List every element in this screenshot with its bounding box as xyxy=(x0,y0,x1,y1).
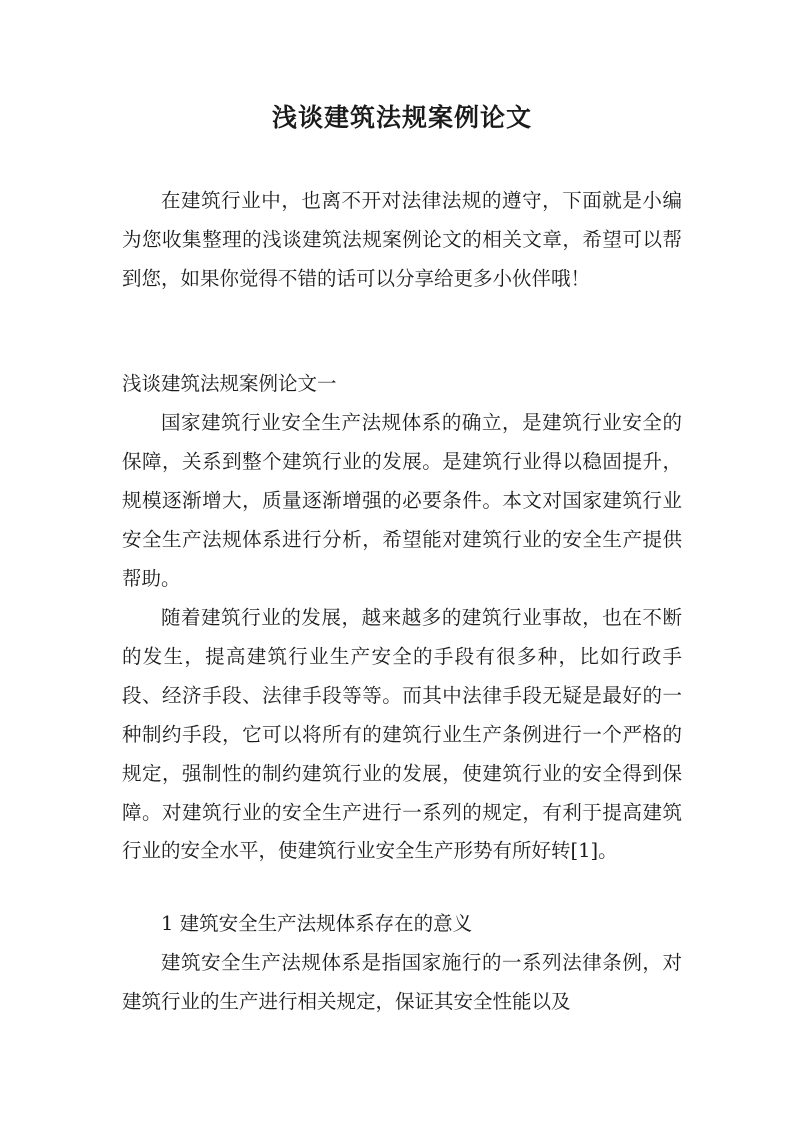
document-title: 浅谈建筑法规案例论文 xyxy=(271,103,532,132)
intro-paragraph: 在建筑行业中，也离不开对法律法规的遵守，下面就是小编为您收集整理的浅谈建筑法规案例论文的相关文章，希望可以帮到您，如果你觉得不错的话可以分享给更多小伙伴哦！ xyxy=(122,189,682,290)
section-title: 浅谈建筑法规案例论文一 xyxy=(122,372,337,395)
paragraph-2: 随着建筑行业的发展，越来越多的建筑行业事故，也在不断的发生，提高建筑行业生产安全的手段有很多种，比如行政手段、经济手段、法律手段等等。而其中法律手段无疑是最好的一种制约手段，它可以将所有的建筑行业生产条例进行一个严格的规定，强制性的制约建筑行业的发展，使建筑行业的安全得到保障。对建筑行业的安全生产进行一系列的规定，有利于提高建筑行业的安全水平，使建筑行业安全生产形势有所好转[1]。 xyxy=(122,606,682,863)
paragraph-3: 建筑安全生产法规体系是指国家施行的一系列法律条例，对建筑行业的生产进行相关规定，保证其安全性能以及 xyxy=(122,951,682,1013)
subheading-1: 1 建筑安全生产法规体系存在的意义 xyxy=(161,912,473,935)
paragraph-1: 国家建筑行业安全生产法规体系的确立，是建筑行业安全的保障，关系到整个建筑行业的发展。是建筑行业得以稳固提升，规模逐渐增大，质量逐渐增强的必要条件。本文对国家建筑行业安全生产法规体系进行分析，希望能对建筑行业的安全生产提供帮助。 xyxy=(122,411,682,590)
